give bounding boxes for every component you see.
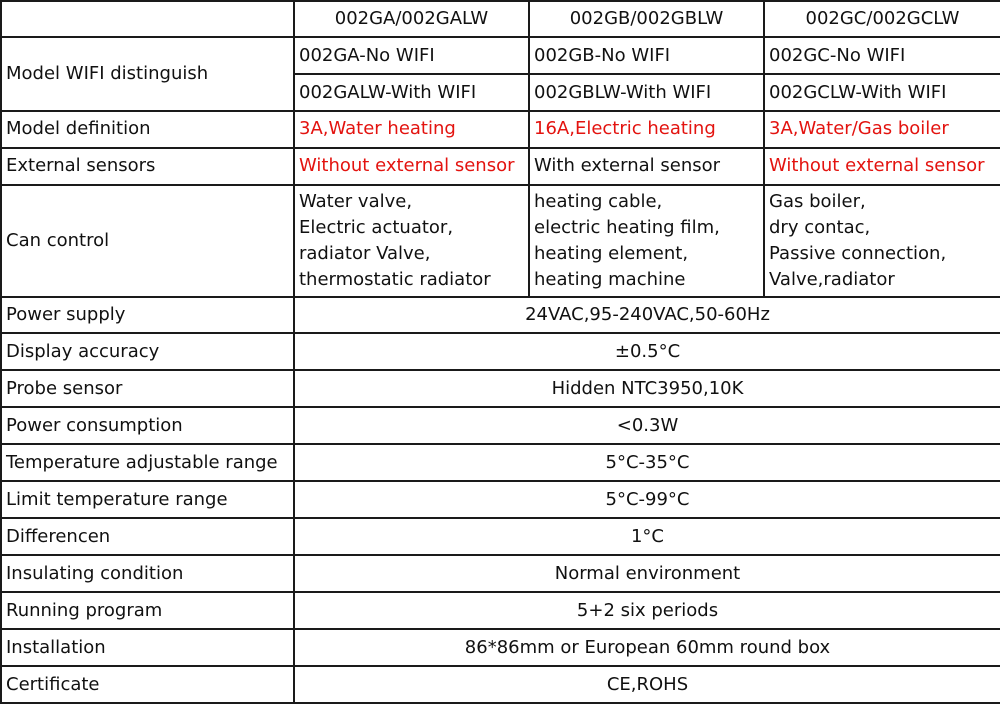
control-b-line: heating element, — [534, 242, 689, 264]
cell-definition-c: 3A,Water/Gas boiler — [764, 111, 1000, 148]
value-display-accuracy: ±0.5°C — [294, 333, 1000, 370]
cell-wifi-b2: 002GBLW-With WIFI — [529, 74, 764, 111]
header-002gc: 002GC/002GCLW — [764, 1, 1000, 37]
value-certificate: CE,ROHS — [294, 666, 1000, 703]
row-label-running-program: Running program — [1, 592, 294, 629]
cell-wifi-a2: 002GALW-With WIFI — [294, 74, 529, 111]
row-label-probe-sensor: Probe sensor — [1, 370, 294, 407]
control-a-line: thermostatic radiator — [299, 268, 491, 290]
control-c-line: Valve,radiator — [769, 268, 895, 290]
table-row — [1, 407, 1000, 444]
cell-wifi-b1: 002GB-No WIFI — [529, 37, 764, 74]
value-limit-temperature: 5°C-99°C — [294, 481, 1000, 518]
value-power-consumption: <0.3W — [294, 407, 1000, 444]
cell-sensors-b: With external sensor — [529, 148, 764, 185]
control-c-line: Gas boiler, — [769, 190, 866, 212]
cell-control-c — [764, 185, 1000, 297]
control-c-line: Passive connection, — [769, 242, 947, 264]
row-label-power-supply: Power supply — [1, 297, 294, 334]
value-probe-sensor: Hidden NTC3950,10K — [294, 370, 1000, 407]
header-002gb: 002GB/002GBLW — [529, 1, 764, 37]
cell-wifi-a1: 002GA-No WIFI — [294, 37, 529, 74]
row-label-difference: Differencen — [1, 518, 294, 555]
table-row — [1, 37, 1000, 74]
table-row — [1, 297, 1000, 334]
header-row — [1, 1, 1000, 37]
table-row — [1, 666, 1000, 703]
control-a-line: Electric actuator, — [299, 216, 454, 238]
cell-definition-b: 16A,Electric heating — [529, 111, 764, 148]
row-label-power-consumption: Power consumption — [1, 407, 294, 444]
table-row — [1, 592, 1000, 629]
row-label-definition: Model definition — [1, 111, 294, 148]
cell-control-b — [529, 185, 764, 297]
header-002ga: 002GA/002GALW — [294, 1, 529, 37]
value-installation: 86*86mm or European 60mm round box — [294, 629, 1000, 666]
row-label-sensors: External sensors — [1, 148, 294, 185]
value-power-supply: 24VAC,95-240VAC,50-60Hz — [294, 297, 1000, 334]
control-c-line: dry contac, — [769, 216, 871, 238]
cell-sensors-a: Without external sensor — [294, 148, 529, 185]
control-b-line: heating cable, — [534, 190, 663, 212]
row-label-limit-temperature: Limit temperature range — [1, 481, 294, 518]
table-row — [1, 481, 1000, 518]
value-difference: 1°C — [294, 518, 1000, 555]
control-b-line: electric heating film, — [534, 216, 720, 238]
control-b-line: heating machine — [534, 268, 686, 290]
table-row — [1, 518, 1000, 555]
cell-control-a — [294, 185, 529, 297]
table-row — [1, 111, 1000, 148]
row-label-control: Can control — [1, 185, 294, 297]
header-corner — [1, 1, 294, 37]
row-label-insulating-condition: Insulating condition — [1, 555, 294, 592]
table-row — [1, 629, 1000, 666]
control-a-line: radiator Valve, — [299, 242, 431, 264]
control-a-line: Water valve, — [299, 190, 413, 212]
row-label-temperature-range: Temperature adjustable range — [1, 444, 294, 481]
value-running-program: 5+2 six periods — [294, 592, 1000, 629]
table-row — [1, 148, 1000, 185]
cell-definition-a: 3A,Water heating — [294, 111, 529, 148]
row-label-certificate: Certificate — [1, 666, 294, 703]
value-temperature-range: 5°C-35°C — [294, 444, 1000, 481]
table-row — [1, 555, 1000, 592]
cell-sensors-c: Without external sensor — [764, 148, 1000, 185]
table-row — [1, 370, 1000, 407]
table-row — [1, 333, 1000, 370]
cell-wifi-c2: 002GCLW-With WIFI — [764, 74, 1000, 111]
row-label-wifi: Model WIFI distinguish — [1, 37, 294, 111]
row-label-display-accuracy: Display accuracy — [1, 333, 294, 370]
row-label-installation: Installation — [1, 629, 294, 666]
value-insulating-condition: Normal environment — [294, 555, 1000, 592]
table-row — [1, 444, 1000, 481]
cell-wifi-c1: 002GC-No WIFI — [764, 37, 1000, 74]
table-row — [1, 185, 1000, 297]
